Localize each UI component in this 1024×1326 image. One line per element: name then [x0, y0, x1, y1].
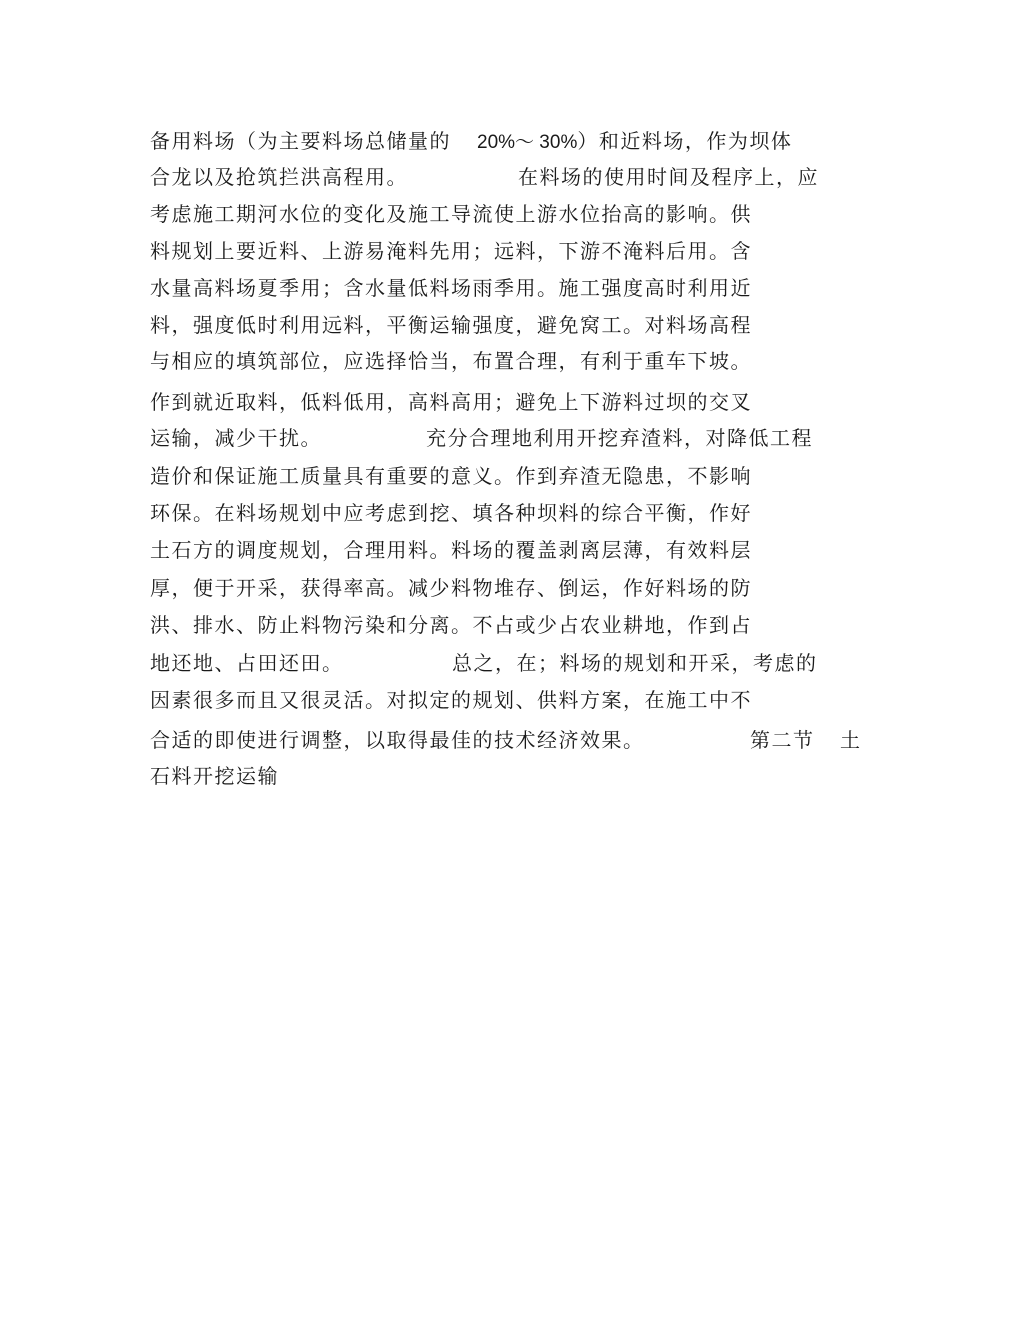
text-line-6	[150, 312, 752, 338]
text-line-11	[150, 500, 752, 526]
text-segment: 与相应的填筑部位，应选择恰当，布置合理，有利于重车下坡。	[150, 349, 752, 373]
text-segment: 充分合理地利用开挖弃渣料，对降低工程	[426, 426, 813, 450]
text-segment: 运输，减少干扰。	[150, 426, 322, 450]
text-line-1	[150, 128, 792, 154]
text-segment: 造价和保证施工质量具有重要的意义。作到弃渣无隐患，不影响	[150, 464, 752, 488]
text-line-13	[150, 575, 752, 601]
text-line-9	[150, 425, 813, 451]
text-segment: 厚，便于开采，获得率高。减少料物堆存、倒运，作好料场的防	[150, 576, 752, 600]
text-segment: 备用料场（为主要料场总储量的	[150, 129, 451, 153]
text-line-15	[150, 650, 818, 676]
text-segment: 作到就近取料，低料低用，高料高用；避免上下游料过坝的交叉	[150, 390, 752, 414]
text-line-4	[150, 238, 752, 264]
text-line-18	[150, 763, 279, 789]
text-line-2	[150, 164, 819, 190]
text-segment: ）和近料场，作为坝体	[577, 129, 793, 153]
text-segment: 合龙以及抢筑拦洪高程用。	[150, 165, 408, 189]
text-segment: 料规划上要近料、上游易淹料先用；远料，下游不淹料后用。含	[150, 239, 752, 263]
percentage-range: 20%～ 30%	[477, 132, 578, 153]
text-line-7	[150, 348, 752, 374]
text-line-8	[150, 389, 752, 415]
text-segment: 洪、排水、防止料物污染和分离。不占或少占农业耕地，作到占	[150, 613, 752, 637]
text-segment: 地还地、占田还田。	[150, 651, 344, 675]
section-heading-number: 第二节	[750, 728, 815, 752]
text-segment: 因素很多而且又很灵活。对拟定的规划、供料方案，在施工中不	[150, 688, 752, 712]
text-line-17	[150, 727, 862, 753]
text-segment: 水量高料场夏季用；含水量低料场雨季用。施工强度高时利用近	[150, 276, 752, 300]
text-segment: 土石方的调度规划，合理用料。料场的覆盖剥离层薄，有效料层	[150, 538, 752, 562]
section-heading-title-end: 石料开挖运输	[150, 764, 279, 788]
text-segment: 料，强度低时利用远料，平衡运输强度，避免窝工。对料场高程	[150, 313, 752, 337]
text-segment: 合适的即使进行调整，以取得最佳的技术经济效果。	[150, 728, 645, 752]
text-segment: 环保。在料场规划中应考虑到挖、填各种坝料的综合平衡，作好	[150, 501, 752, 525]
text-line-14	[150, 612, 752, 638]
text-line-16	[150, 687, 752, 713]
text-line-5	[150, 275, 752, 301]
text-segment: 总之，在；料场的规划和开采，考虑的	[452, 651, 818, 675]
text-segment: 在料场的使用时间及程序上，应	[518, 165, 819, 189]
text-line-12	[150, 537, 752, 563]
section-heading-title-start: 土	[840, 728, 862, 752]
text-line-10	[150, 463, 752, 489]
text-segment: 考虑施工期河水位的变化及施工导流使上游水位抬高的影响。供	[150, 202, 752, 226]
text-line-3	[150, 201, 752, 227]
